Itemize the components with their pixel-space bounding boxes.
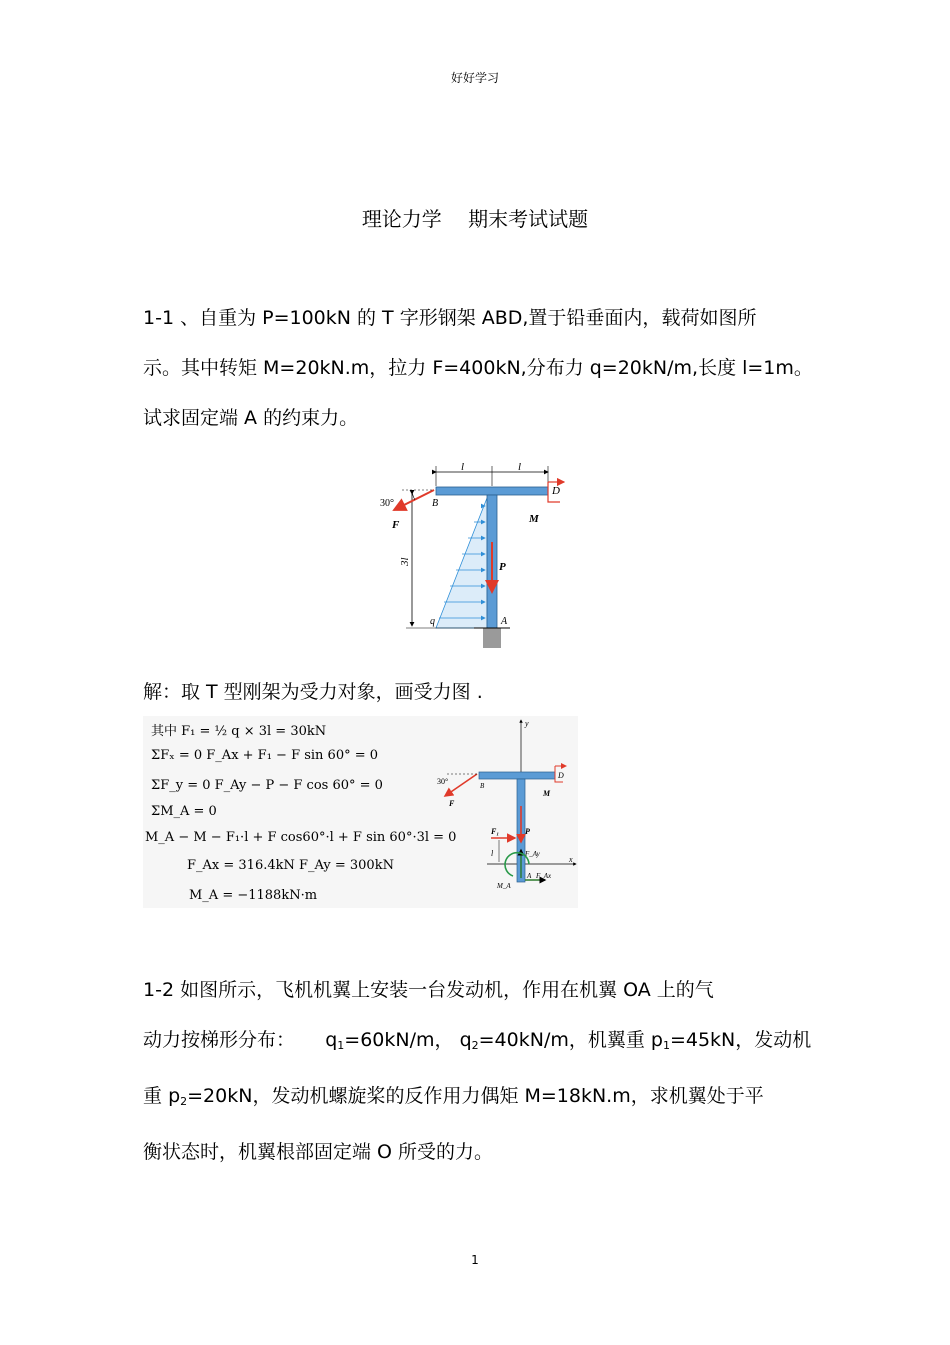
label-A: A [501, 616, 508, 627]
distributed-load [436, 498, 487, 628]
problem-2-line-1: 1-2 如图所示，飞机机翼上安装一台发动机，作用在机翼 OA 上的气 [143, 979, 714, 1001]
fbd-label-FAx: F_Ax [536, 872, 552, 880]
label-B: B [432, 498, 439, 509]
label-F: F [392, 519, 400, 531]
fbd-label-F: F [449, 799, 455, 808]
fbd-label-l: l [491, 849, 494, 858]
equation-3: ΣF_y = 0 F_Ay − P − F cos 60° = 0 [151, 778, 383, 793]
fbd-force-F [445, 774, 477, 796]
free-body-diagram [433, 716, 578, 908]
fbd-label-x: x [569, 855, 573, 864]
label-D: D [552, 485, 560, 497]
fbd-label-F1: F₁ [491, 827, 500, 836]
page-number: 1 [471, 1253, 479, 1267]
fbd-label-y: y [525, 719, 529, 728]
force-F [394, 490, 434, 510]
label-P: P [499, 561, 506, 573]
equation-4: ΣM_A = 0 [151, 804, 217, 819]
ground-support [483, 628, 501, 648]
fbd-label-MA: M_A [497, 882, 511, 890]
label-30deg: 30° [380, 498, 394, 509]
fbd-label-P: P [525, 827, 530, 836]
solution-panel [143, 716, 578, 908]
equation-5: M_A − M − F₁·l + F cos60°·l + F sin 60°·3l = 0 [145, 830, 457, 845]
problem-2-line-3: 重 $p_2=20kN$，发动机螺旋桨的反作用力偶矩 M=18kN.m，求机翼处于平 [143, 1085, 764, 1108]
fbd-label-30deg: 30° [437, 777, 449, 786]
label-l-left: l [461, 462, 465, 473]
page-header: 好好学习 [450, 71, 499, 85]
fbd-horizontal-beam [479, 772, 555, 779]
problem-2-line-4: 衡状态时，机翼根部固定端 O 所受的力。 [143, 1141, 494, 1163]
label-M: M [529, 513, 539, 525]
label-q: q [430, 616, 435, 627]
fbd-label-D: D [558, 771, 564, 780]
problem-1-text [143, 293, 823, 443]
problem-2-line-2: 动力按梯形分布： $q_1=60kN/m$， $q_2=40kN/m$，机翼重 $p_1=45kN$，发动机 [143, 1029, 812, 1052]
equation-6: F_Ax = 316.4kN F_Ay = 300kN [187, 858, 394, 873]
label-3l: 3l [399, 557, 411, 566]
solution-intro: 解：取 T 型刚架为受力对象，画受力图 . [143, 681, 483, 703]
equation-2: ΣFₓ = 0 F_Ax + F₁ − F sin 60° = 0 [151, 748, 379, 763]
label-l-right: l [518, 462, 522, 473]
t-frame-figure [362, 462, 582, 654]
problem-2-text [143, 965, 823, 1177]
fbd-label-A: A [527, 872, 532, 880]
equation-7: M_A = −1188kN·m [189, 888, 318, 903]
fbd-label-B: B [480, 782, 485, 790]
page-title: 理论力学 期末考试试题 [361, 207, 589, 231]
equation-1: 其中 F₁ = ½ q × 3l = 30kN [151, 724, 327, 739]
problem-1-line-1: 1-1 、自重为 P=100kN 的 T 字形钢架 ABD,置于铅垂面内，载荷如图所 [143, 307, 757, 329]
horizontal-beam [436, 487, 548, 495]
problem-1-line-2: 示。其中转矩 M=20kN.m，拉力 F=400kN,分布力 q=20kN/m,长度 l=1m。 [143, 357, 813, 379]
fbd-label-M: M [543, 789, 551, 798]
fbd-label-FAy: F_Ay [525, 850, 540, 858]
problem-1-line-3: 试求固定端 A 的约束力。 [143, 407, 359, 429]
